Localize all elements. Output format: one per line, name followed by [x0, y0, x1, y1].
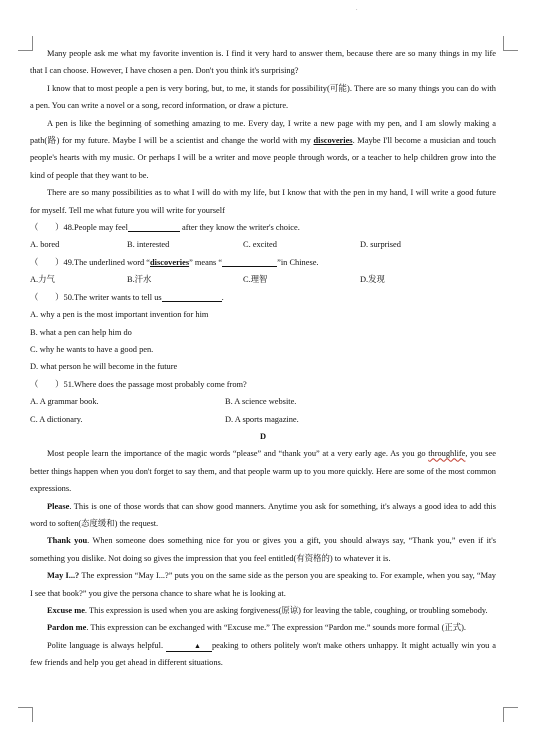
- answer-bracket: （ ）: [30, 292, 64, 302]
- triangle-blank-marker: ▲: [166, 641, 212, 652]
- excuse-me-heading: Excuse me: [47, 606, 85, 615]
- option-b: B. what a pen can help him do: [30, 327, 132, 337]
- crop-mark-bottom-left: [18, 707, 33, 722]
- closing-text-b: peaking to others politely won't make others unhappy. It might actually win you a few friends and help you get ahead in different situations.: [30, 640, 496, 668]
- passage-c-paragraph-4: There are so many possibilities as to what I will do with my life, but I know that with the pen in my hand, I will write a good future for myself. Tell me what future you will write for yourself: [30, 188, 496, 215]
- answer-bracket: （ ）: [30, 223, 64, 233]
- question-49-text-c: ”in Chinese.: [277, 257, 319, 267]
- option-d: D. A sports magazine.: [225, 414, 299, 424]
- excuse-me-body: . This expression is used when you are asking forgiveness(原谅) for leaving the table, coughing, or troubling somebody.: [84, 606, 488, 615]
- answer-blank: [162, 291, 222, 302]
- intro-text-b: , you see better things happen when you don't forget to say them, and that people warm up to you more quickly. Here are some of the most common expressions.: [30, 449, 496, 494]
- may-i-body: The expression “May I...?” puts you on the same side as the person you are speaking to. For example, when you say, “May I see that book?” you give the persona chance to share what he is looking at.: [30, 571, 496, 598]
- please-heading: Please: [47, 501, 70, 511]
- option-a: A. why a pen is the most important invention for him: [30, 310, 209, 320]
- question-51-stem: [30, 376, 496, 393]
- option-d: D. surprised: [360, 240, 401, 250]
- may-i-heading: May I...?: [47, 571, 80, 581]
- option-c: C.理智: [243, 275, 268, 285]
- may-i-paragraph: [30, 567, 496, 602]
- option-c: C. excited: [243, 240, 277, 250]
- document-body: [30, 45, 496, 672]
- option-a: A.力气: [30, 275, 55, 285]
- paragraph-3-text-b: . Maybe I'll become a musician and touch people's hearts with my music. Or perhaps I will be a writer and move people through words, or a teacher to help children grow into the kind of people that they want to be.: [30, 136, 496, 180]
- passage-c-paragraph-2: I know that to most people a pen is very boring, but, to me, it stands for possibility(可能). There are so many things you can do with a pen. You can write a novel or a song, record information, or draw a picture.: [30, 83, 496, 111]
- question-49-key-word: discoveries: [150, 257, 190, 267]
- question-51-text: 51.Where does the passage most probably come from?: [63, 379, 247, 389]
- option-a: A. bored: [30, 240, 60, 250]
- closing-paragraph: [30, 637, 496, 672]
- underlined-word-discoveries: discoveries: [313, 136, 353, 146]
- answer-blank: [128, 221, 180, 232]
- option-b: B. interested: [127, 240, 170, 250]
- option-a: A. A grammar book.: [30, 397, 99, 407]
- question-49: [30, 254, 496, 289]
- pardon-me-paragraph: [30, 619, 496, 636]
- closing-text-a: Polite language is always helpful.: [47, 640, 166, 650]
- answer-bracket: （ ）: [30, 379, 64, 389]
- question-50: [30, 289, 496, 376]
- question-50-text-b: .: [221, 292, 224, 302]
- passage-d-label: D: [259, 431, 267, 441]
- question-50-stem: [30, 289, 496, 306]
- passage-c-paragraph-3: [30, 115, 496, 185]
- question-49-stem: [30, 254, 496, 271]
- option-b: B. A science website.: [225, 397, 297, 407]
- paragraph-3-text-a: A pen is like the beginning of something amazing to me. Every day, I write a new page with my pen, and I am slowly making a path(路) for my future. Maybe I will be a scientist and change the world with my: [30, 118, 496, 146]
- option-b: B.汗水: [127, 275, 152, 285]
- crop-mark-bottom-right: [503, 707, 518, 722]
- thank-you-body: . When someone does something nice for you or gives you a gift, you should always say, “Thank you,” even if it's something you dislike. Not doing so gives the impression that you feel entitled(有资格的) to whatever it is.: [30, 536, 496, 563]
- answer-blank: [222, 256, 277, 267]
- question-51-options-row-2: [30, 411, 496, 428]
- question-49-options: [30, 271, 496, 288]
- header-dot: .: [356, 6, 358, 12]
- intro-text-a: Most people learn the importance of the magic words “please” and “thank you” at a very early age. As you go: [47, 449, 429, 459]
- option-c: C. A dictionary.: [30, 414, 83, 424]
- question-48-text-b: after they know the writer's choice.: [179, 223, 300, 233]
- thank-you-heading: Thank you: [47, 536, 88, 546]
- option-d: D. what person he will become in the future: [30, 362, 178, 372]
- question-50-text-a: 50.The writer wants to tell us: [63, 292, 162, 302]
- pardon-me-heading: Pardon me: [47, 623, 87, 633]
- question-49-text-a: 49.The underlined word “: [63, 257, 151, 267]
- answer-bracket: （ ）: [30, 257, 64, 267]
- question-48: [30, 219, 496, 254]
- question-48-stem: [30, 219, 496, 236]
- option-d: D.发现: [360, 275, 385, 285]
- question-51-options-row-1: [30, 393, 496, 410]
- please-body: . This is one of those words that can show good manners. Anytime you ask for something, it's always a good idea to add this word to soften(态度缓和) the request.: [30, 501, 496, 528]
- question-51: [30, 376, 496, 428]
- please-paragraph: [30, 498, 496, 533]
- passage-c-paragraph-1: Many people ask me what my favorite invention is. I find it very hard to answer them, because there are so many things in my life that I can choose. However, I have chosen a pen. Don't you think it's surprising?: [30, 49, 496, 76]
- wavy-underlined-phrase: throughlife: [428, 449, 466, 459]
- question-48-options: [30, 236, 496, 253]
- option-c: C. why he wants to have a good pen.: [30, 344, 154, 354]
- passage-d-intro: [30, 445, 496, 497]
- crop-mark-top-right: [503, 36, 518, 51]
- excuse-me-paragraph: [30, 602, 496, 619]
- thank-you-paragraph: [30, 532, 496, 567]
- question-48-text-a: 48.People may feel: [63, 223, 128, 233]
- pardon-me-body: . This expression can be exchanged with “Excuse me.” The expression “Pardon me.” sounds more formal (正式).: [86, 623, 467, 633]
- question-49-text-b: ” means “: [189, 257, 223, 267]
